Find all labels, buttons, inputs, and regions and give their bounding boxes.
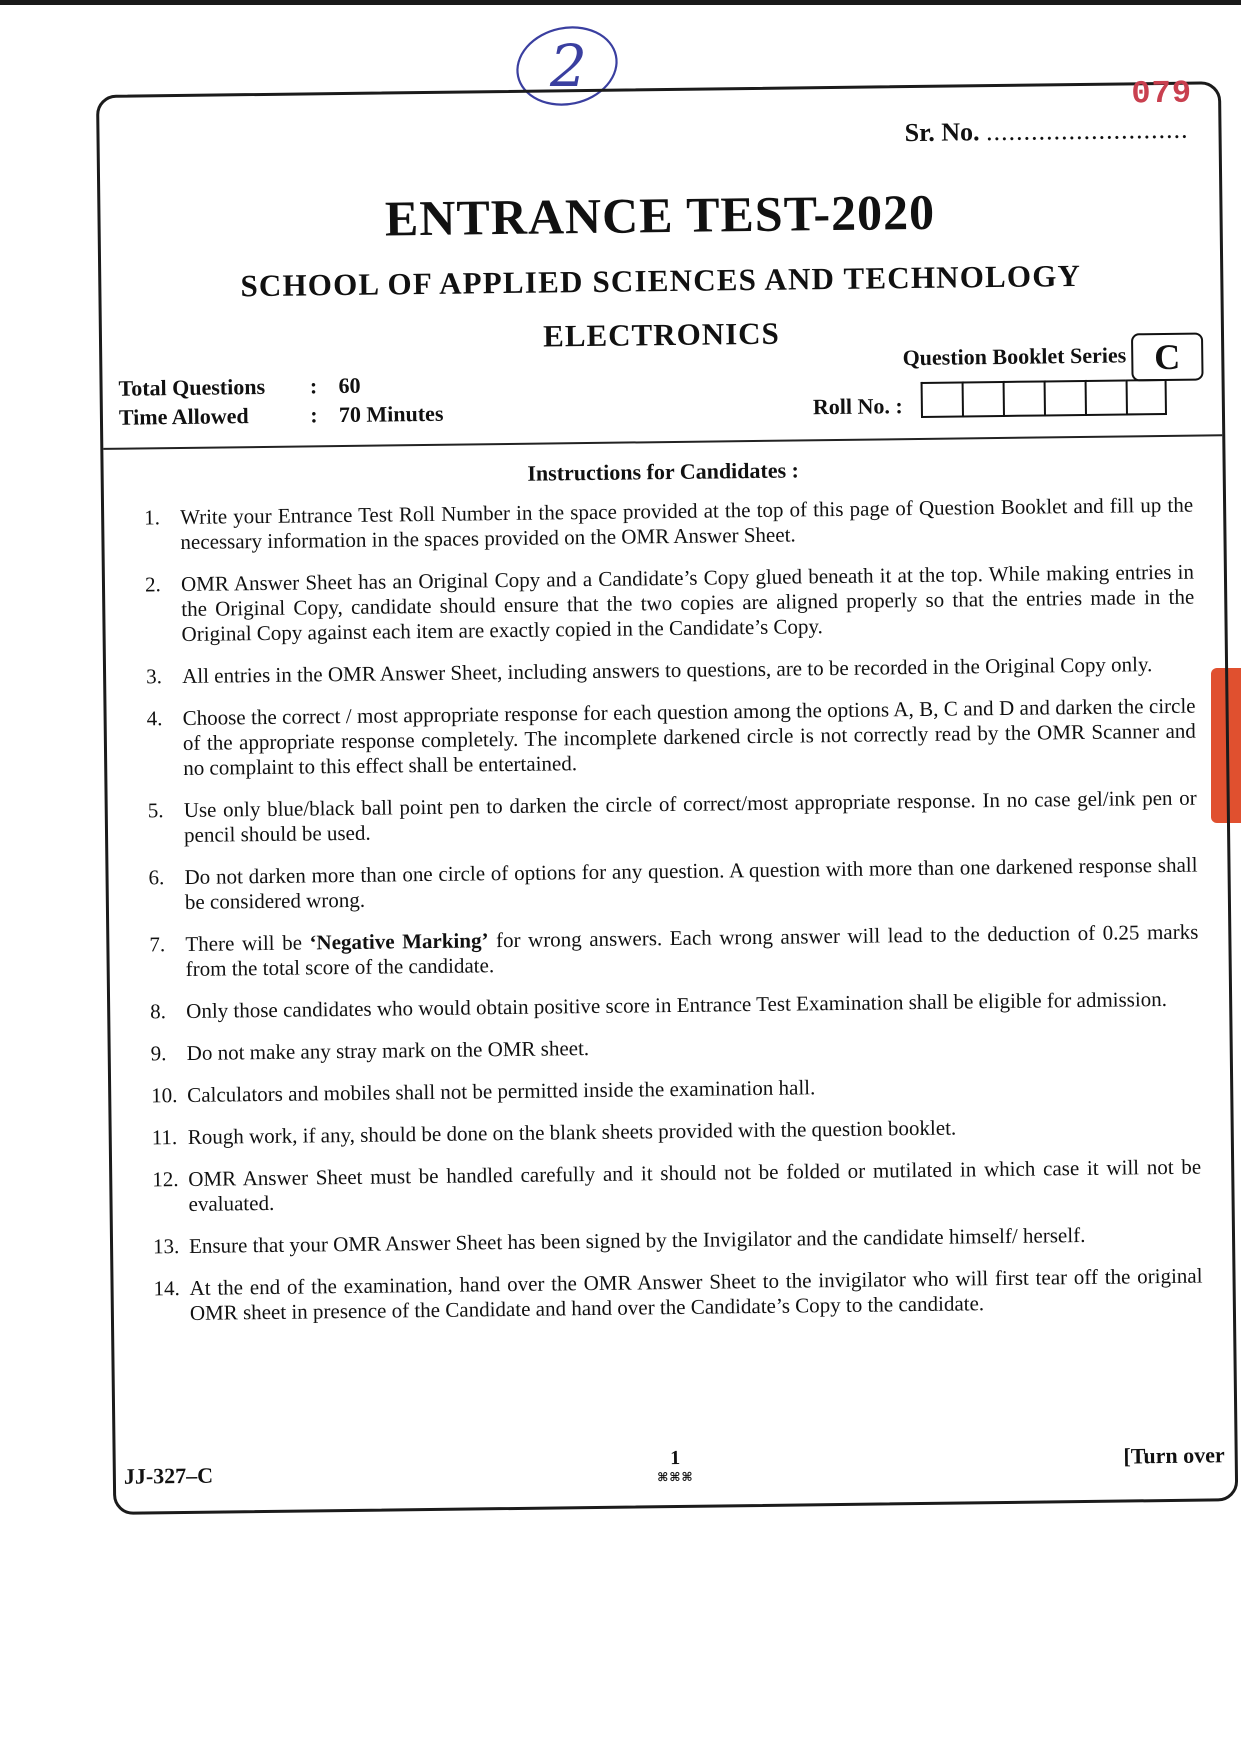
roll-number-label: Roll No. : [812, 393, 903, 420]
serial-number-row [904, 115, 1188, 148]
instruction-text: Ensure that your OMR Answer Sheet has been signed by the Invigilator and the candidate himself/ herself. [188, 1222, 1086, 1258]
instruction-text: All entries in the OMR Answer Sheet, including answers to questions, are to be recorded in the Original Copy only. [181, 652, 1153, 688]
instruction-item [148, 786, 1198, 849]
instruction-item [152, 1155, 1202, 1218]
instruction-item [146, 652, 1195, 690]
instruction-item [148, 853, 1198, 916]
serial-number-dots: ........................... [985, 114, 1189, 147]
booklet-series-box: C [1131, 332, 1204, 381]
instruction-number: 2. [144, 572, 161, 597]
instruction-text: Choose the correct / most appropriate response for each question among the options A, B, C and D and darken the circle of the appropriate response completely. The incomplete darkened circle is not correctly read by the OMR Scanner and no complaint to this effect shall be entertained. [182, 693, 1196, 780]
instruction-number: 14. [153, 1276, 180, 1301]
instruction-number: 1. [144, 505, 161, 530]
instructions-heading: Instructions for Candidates : [527, 457, 800, 486]
instruction-item [152, 1113, 1201, 1151]
instruction-item [151, 1029, 1200, 1067]
instruction-number: 13. [152, 1234, 180, 1259]
instruction-item [151, 1071, 1200, 1109]
instruction-number: 7. [149, 932, 166, 957]
total-questions-label: Total Questions [118, 373, 266, 401]
instruction-number: 8. [150, 999, 167, 1024]
instruction-number: 10. [151, 1083, 178, 1108]
time-allowed-value: 70 Minutes [338, 400, 444, 428]
instruction-number: 11. [151, 1125, 178, 1150]
roll-number-digit-box[interactable] [1044, 380, 1085, 416]
instruction-number: 9. [150, 1041, 167, 1066]
instruction-text: for wrong answers. Each wrong answer will lead to the deduction of 0.25 marks from the total score of the candidate. [185, 919, 1199, 981]
roll-number-digit-box[interactable] [1085, 379, 1126, 415]
roll-number-digit-box[interactable] [921, 381, 962, 417]
time-allowed-label: Time Allowed [118, 403, 249, 430]
instruction-item [145, 560, 1195, 648]
instruction-text: Write your Entrance Test Roll Number in the space provided at the top of this page of Question Booklet and fill up the necessary information in the spaces provided on the OMR Answer Sheet. [180, 492, 1194, 555]
instruction-text: Do not darken more than one circle of options for any question. A question with more than one darkened response shall be considered wrong. [184, 852, 1198, 914]
instruction-number: 3. [145, 664, 163, 689]
instruction-text: OMR Answer Sheet must be handled carefully and it should not be folded or mutilated in which case it will not be evaluated. [188, 1154, 1202, 1216]
instruction-text: OMR Answer Sheet has an Original Copy and a Candidate’s Copy glued beneath it at the top. While making entries in the Original Copy, candidate should ensure that the two copies are aligned properly so that the entries made in the Original Copy against each item are exactly copied in the Candidate’s Copy. [180, 559, 1195, 646]
instruction-item [150, 987, 1199, 1025]
negative-marking-emphasis: ‘Negative Marking’ [309, 928, 489, 955]
instruction-item [153, 1264, 1203, 1327]
school-name: SCHOOL OF APPLIED SCIENCES AND TECHNOLOGY [240, 257, 1082, 304]
instruction-item [144, 493, 1194, 556]
instruction-text: Calculators and mobiles shall not be permitted inside the examination hall. [187, 1075, 816, 1107]
time-allowed-colon: : [310, 402, 318, 428]
page-title: ENTRANCE TEST-2020 [384, 183, 936, 247]
roll-number-boxes [921, 379, 1167, 418]
total-questions-value: 60 [338, 372, 361, 399]
roll-number-digit-box[interactable] [962, 381, 1003, 417]
serial-number-label: Sr. No. [904, 117, 980, 148]
header-divider [103, 434, 1222, 450]
serial-number-stamp: 079 [1131, 74, 1193, 113]
roll-number-digit-box[interactable] [1003, 380, 1044, 416]
instruction-text: At the end of the examination, hand over the OMR Answer Sheet to the invigilator who will first tear off the original OMR sheet in presence of the Candidate and hand over the Candidate’s Copy to the candidate. [189, 1263, 1203, 1325]
instruction-item [149, 920, 1199, 983]
time-allowed-row [119, 401, 444, 431]
instruction-text: There will be [185, 930, 310, 956]
instruction-item [153, 1222, 1202, 1260]
cover-frame [96, 74, 1238, 1515]
instruction-number: 6. [148, 865, 165, 890]
page-number-value: 1 [670, 1446, 681, 1470]
scan-edge [0, 0, 1241, 5]
turn-over-note: [Turn over [1123, 1442, 1225, 1469]
page-ornament: ⌘⌘⌘ [657, 1469, 694, 1485]
instruction-item [146, 694, 1196, 782]
booklet-code: JJ-327–C [123, 1462, 214, 1489]
instruction-text: Only those candidates who would obtain positive score in Entrance Test Examination shall be eligible for admission. [186, 986, 1168, 1023]
instruction-text: Use only blue/black ball point pen to darken the circle of correct/most appropriate response. In no case gel/ink pen or pencil should be used. [183, 785, 1197, 847]
instruction-text: Do not make any stray mark on the OMR sheet. [186, 1036, 590, 1065]
handwritten-digit: 2 [550, 32, 587, 100]
page-number [116, 1440, 1235, 1492]
total-questions-row [118, 373, 360, 402]
total-questions-colon: : [309, 373, 318, 399]
roll-number-digit-box[interactable] [1126, 379, 1167, 415]
booklet-series-label: Question Booklet Series [902, 342, 1127, 371]
instruction-number: 5. [147, 798, 164, 823]
instructions-list [144, 493, 1203, 1344]
instruction-number: 4. [146, 706, 163, 731]
instruction-number: 12. [152, 1167, 179, 1192]
instruction-text: Rough work, if any, should be done on the blank sheets provided with the question booklet. [187, 1115, 957, 1149]
subject-name: ELECTRONICS [542, 315, 781, 354]
